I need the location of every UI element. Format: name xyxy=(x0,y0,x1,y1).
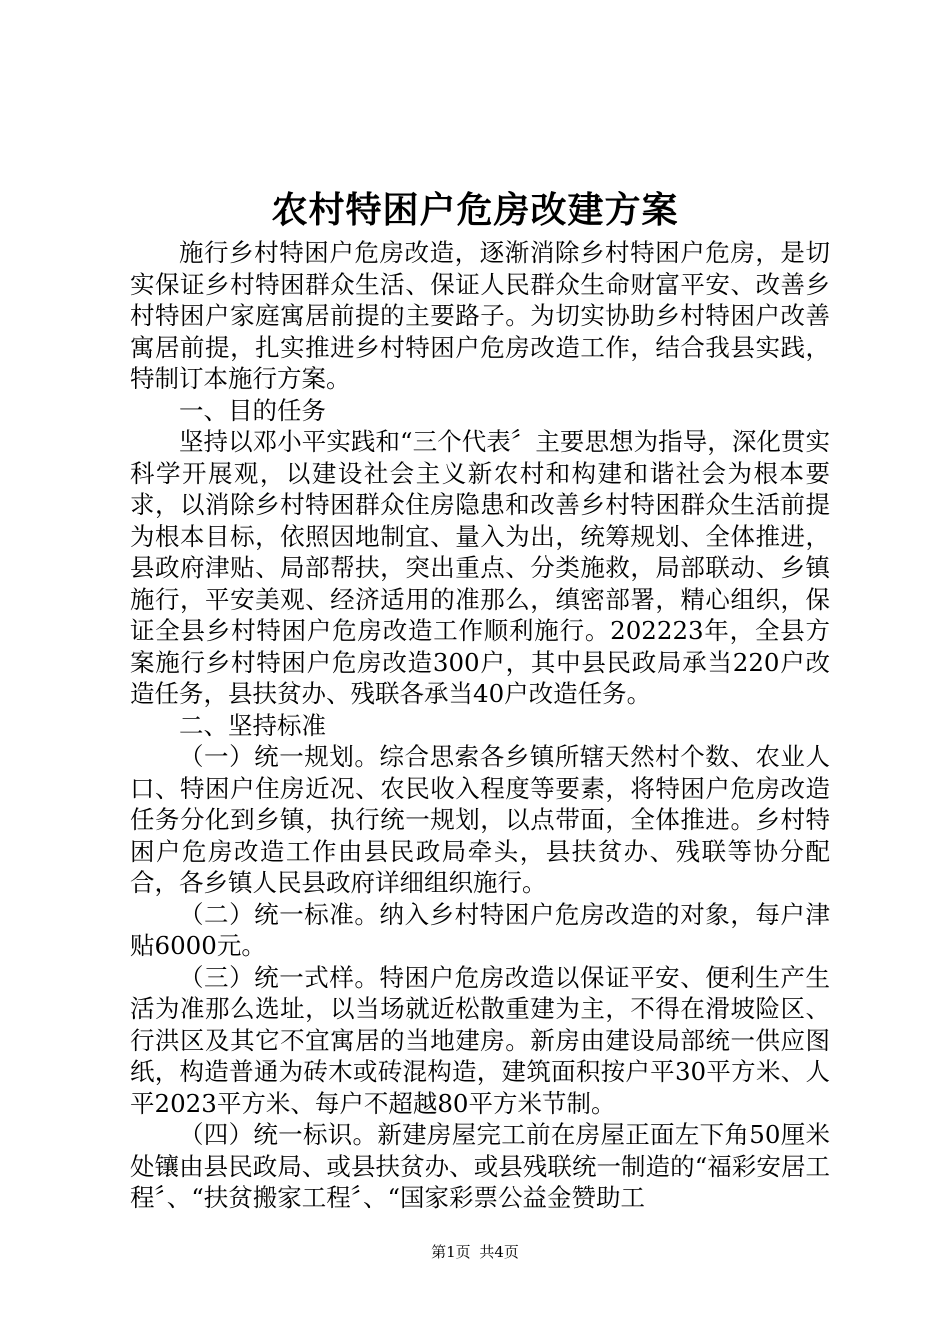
page-footer xyxy=(0,1242,950,1262)
section-heading-objectives: 一、目的任务 xyxy=(179,395,326,425)
standard-style-paragraph: （三）统一式样。特困户危房改造以保证平安、便利生产生活为准那么选址，以当场就近松散重建为主，不得在滑坡险区、行洪区及其它不宜寓居的当地建房。新房由建设局部统一供应图纸，构造普通为砖木或砖混构造，建筑面积按户平30平方米、人平2023平方米、每户不超越80平方米节制。 xyxy=(130,962,830,1118)
standard-subsidy-paragraph: （二）统一标准。纳入乡村特困户危房改造的对象，每户津贴6000元。 xyxy=(130,899,830,960)
intro-paragraph: 施行乡村特困户危房改造，逐渐消除乡村特困户危房，是切实保证乡村特困群众生活、保证人民群众生命财富平安、改善乡村特困户家庭寓居前提的主要路子。为切实协助乡村特困户改善寓居前提，扎实推进乡村特困户危房改造工作，结合我县实践，特制订本施行方案。 xyxy=(130,238,830,393)
section-heading-standards: 二、坚持标准 xyxy=(179,710,326,740)
standard-planning-paragraph: （一）统一规划。综合思索各乡镇所辖天然村个数、农业人口、特困户住房近况、农民收入程度等要素，将特困户危房改造任务分化到乡镇，执行统一规划，以点带面，全体推进。乡村特困户危房改造工作由县民政局牵头，县扶贫办、残联等协分配合，各乡镇人民县政府详细组织施行。 xyxy=(130,742,830,897)
document-body xyxy=(130,237,830,1214)
standard-marking-paragraph: （四）统一标识。新建房屋完工前在房屋正面左下角50厘米处镶由县民政局、或县扶贫办、或县残联统一制造的“福彩安居工程〞、“扶贫搬家工程〞、“国家彩票公益金赞助工 xyxy=(130,1120,830,1212)
objectives-paragraph: 坚持以邓小平实践和“三个代表〞主要思想为指导，深化贯实科学开展观，以建设社会主义新农村和构建和谐社会为根本要求，以消除乡村特困群众住房隐患和改善乡村特困群众生活前提为根本目标，依照因地制宜、量入为出，统筹规划、全体推进，县政府津贴、局部帮扶，突出重点、分类施救，局部联动、乡镇施行，平安美观、经济适用的准那么，缜密部署，精心组织，保证全县乡村特困户危房改造工作顺利施行。202223年，全县方案施行乡村特困户危房改造300户，其中县民政局承当220户改造任务，县扶贫办、残联各承当40户改造任务。 xyxy=(130,427,830,708)
page-number-current: 第1页 xyxy=(431,1243,471,1261)
page-number-total: 共4页 xyxy=(479,1243,519,1261)
document-title: 农村特困户危房改建方案 xyxy=(271,189,679,231)
